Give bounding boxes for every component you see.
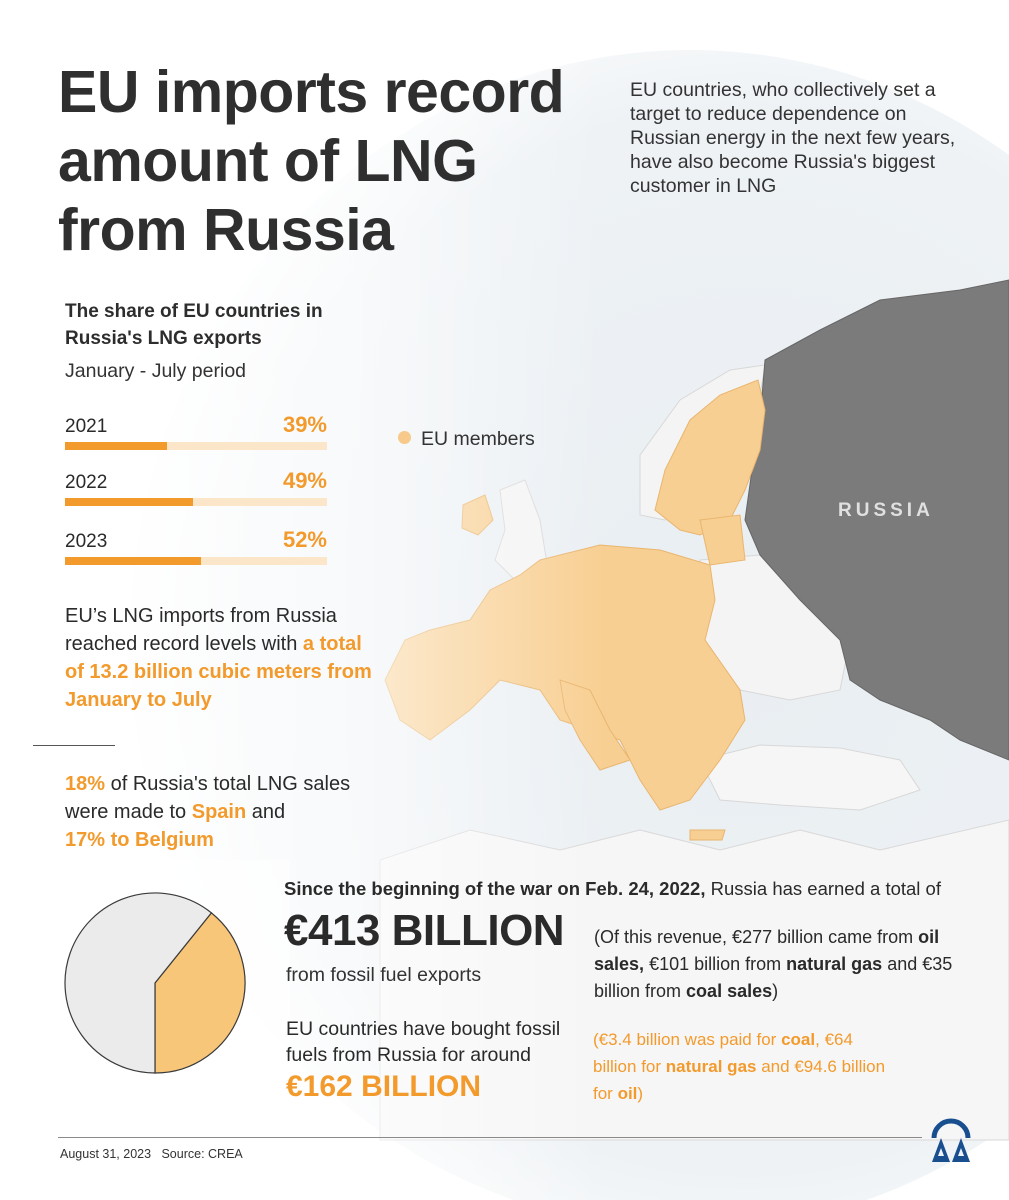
paid-coal: coal bbox=[781, 1030, 816, 1049]
paid-oil: oil bbox=[617, 1084, 638, 1103]
bar-row bbox=[65, 527, 327, 567]
bar-track bbox=[65, 442, 327, 450]
bar-value-label: 52% bbox=[282, 527, 327, 552]
eu-paid-breakdown bbox=[593, 1026, 893, 1107]
revenue-t4: ) bbox=[772, 981, 779, 1001]
bar-value-label: 49% bbox=[282, 468, 327, 493]
russia-label: RUSSIA bbox=[838, 500, 934, 521]
revenue-breakdown bbox=[594, 924, 954, 1005]
para2-pct1: 18% bbox=[65, 773, 106, 795]
paid-gas: natural gas bbox=[665, 1057, 757, 1076]
from-fossil-text: from fossil fuel exports bbox=[286, 964, 482, 986]
paid-t6: ) bbox=[637, 1084, 644, 1103]
bar-row bbox=[65, 412, 327, 452]
legend-swatch bbox=[398, 431, 411, 444]
para2-part2: 17% to Belgium bbox=[65, 829, 214, 851]
revenue-t2: €101 billion from bbox=[649, 954, 782, 974]
eu-bought-text: EU countries have bought fossil fuels from Russia for around bbox=[286, 1018, 561, 1066]
bar-category-label: 2023 bbox=[65, 531, 108, 552]
para2-text2: and bbox=[251, 801, 286, 823]
bar-track bbox=[65, 498, 327, 506]
war-lead: Since the beginning of the war on Feb. 24, 2022, bbox=[284, 878, 706, 899]
paid-t5: €94.6 billion for bbox=[593, 1057, 886, 1103]
paid-t1: (€3.4 billion was paid for bbox=[593, 1030, 777, 1049]
page-title: EU imports record amount of LNG from Russia bbox=[58, 59, 565, 263]
divider bbox=[33, 745, 115, 746]
bar-row bbox=[65, 468, 327, 508]
intro-text: EU countries, who collectively set a target to reduce dependence on Russian energy in the next few years, have also become Russia's biggest customer in LNG bbox=[630, 79, 956, 197]
bar-category-label: 2022 bbox=[65, 472, 108, 493]
eu-bought-total: €162 BILLION bbox=[286, 1070, 482, 1103]
revenue-coal: coal sales bbox=[686, 981, 773, 1001]
bar-category-label: 2021 bbox=[65, 416, 108, 437]
war-line bbox=[284, 878, 984, 900]
revenue-gas: natural gas bbox=[786, 954, 883, 974]
bar-value-label: 39% bbox=[282, 412, 327, 437]
footer-rule bbox=[58, 1137, 922, 1138]
para2-country1: Spain bbox=[191, 801, 247, 823]
bar-fill bbox=[65, 498, 193, 506]
revenue-t1: (Of this revenue, €277 billion came from bbox=[594, 927, 914, 947]
lng-sales-text bbox=[65, 770, 385, 854]
bar-fill bbox=[65, 557, 201, 565]
chart-title: The share of EU countries in Russia's LNG exports bbox=[65, 301, 323, 349]
lng-imports-text bbox=[65, 602, 385, 714]
footer-source: Source: CREA bbox=[161, 1147, 243, 1161]
war-rest: Russia has earned a total of bbox=[710, 878, 941, 899]
footer-date: August 31, 2023 bbox=[60, 1147, 152, 1161]
bar-fill bbox=[65, 442, 167, 450]
aa-logo-icon bbox=[928, 1118, 974, 1164]
map-legend bbox=[398, 428, 535, 451]
para1-text: EU’s LNG imports from Russia reached record levels with bbox=[65, 605, 337, 655]
paid-t3: €64 billion for bbox=[593, 1030, 853, 1076]
total-revenue: €413 BILLION bbox=[284, 906, 565, 955]
para1-highlight: a total of 13.2 billion cubic meters from January to July bbox=[65, 633, 372, 711]
paid-t2: , bbox=[815, 1030, 820, 1049]
bar-track bbox=[65, 557, 327, 565]
pie-chart bbox=[62, 890, 248, 1076]
footer bbox=[60, 1147, 243, 1161]
para2-text1: of Russia's total LNG sales were made to bbox=[65, 773, 351, 823]
revenue-t3: and €35 billion from bbox=[594, 954, 953, 1001]
legend-label: EU members bbox=[421, 428, 535, 450]
revenue-oil: oil sales, bbox=[594, 927, 940, 974]
chart-subtitle: January - July period bbox=[65, 360, 247, 382]
paid-t4: and bbox=[761, 1057, 790, 1076]
